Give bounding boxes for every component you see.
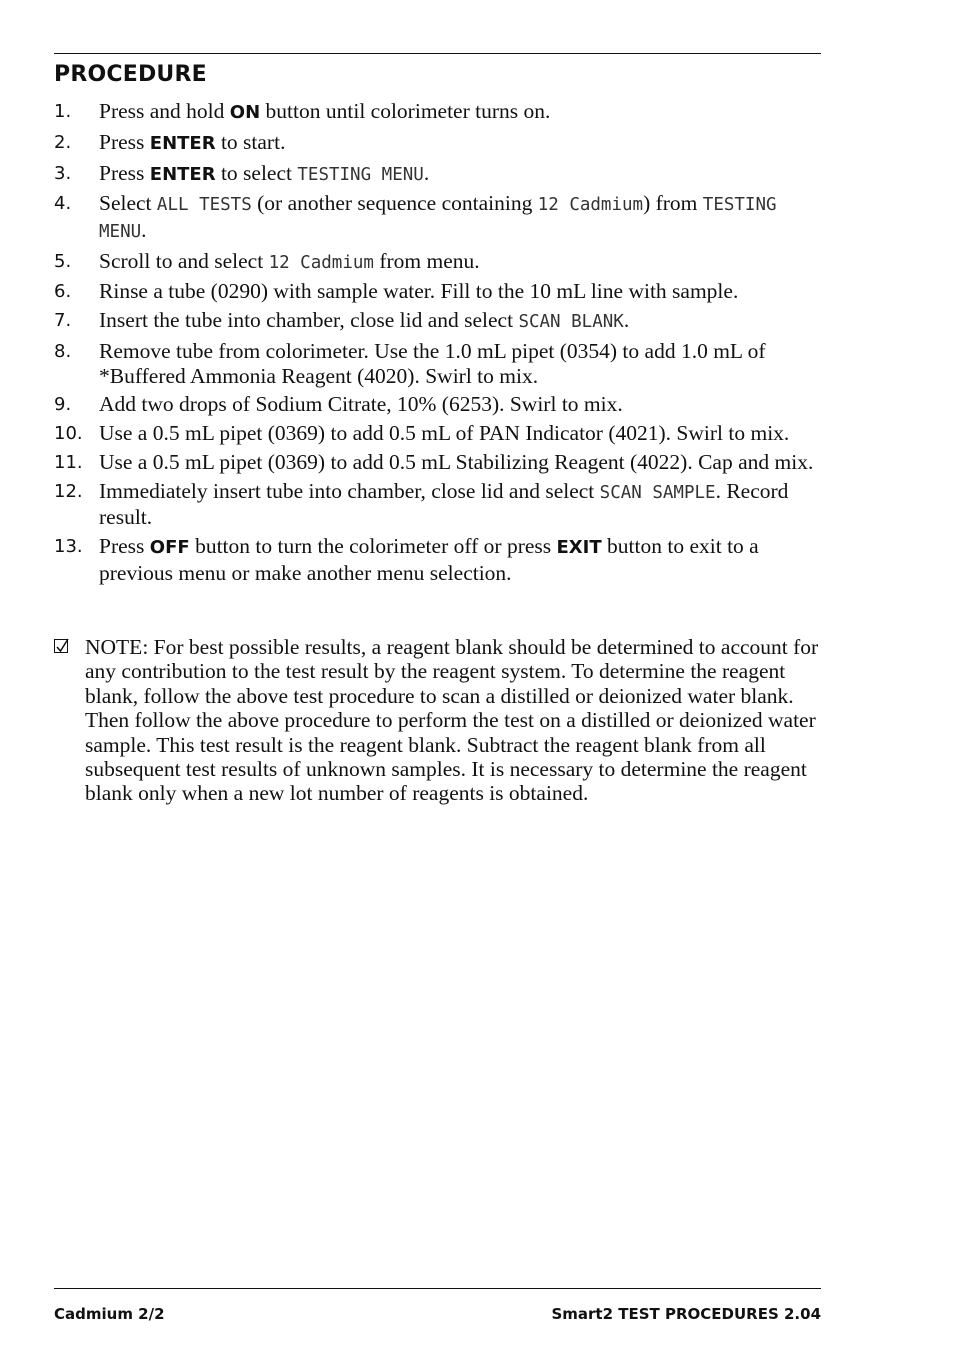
step-number: 12. — [54, 480, 83, 502]
checkbox-icon — [54, 639, 68, 653]
display-text: SCAN SAMPLE — [599, 482, 716, 503]
button-name: ENTER — [149, 163, 216, 185]
step-text: . — [141, 217, 147, 242]
section-heading: PROCEDURE — [54, 62, 207, 87]
procedure-step — [54, 479, 821, 530]
step-text: (or another sequence containing — [251, 191, 538, 216]
procedure-step — [54, 279, 821, 304]
step-number: 6. — [54, 281, 72, 303]
procedure-step — [54, 450, 821, 475]
step-number: 13. — [54, 536, 83, 558]
step-text: button to exit to a previous menu or make another menu selection. — [99, 534, 759, 585]
step-text: Use a 0.5 mL pipet (0369) to add 0.5 mL Stabilizing Reagent (4022). Cap and mix. — [99, 449, 814, 474]
top-rule — [54, 53, 821, 54]
step-number: 8. — [54, 341, 72, 363]
button-name: ON — [229, 102, 261, 123]
step-text: Rinse a tube (0290) with sample water. Fill to the 10 mL line with sample. — [99, 279, 739, 304]
step-text: to start. — [215, 129, 286, 154]
document-page — [54, 0, 821, 1352]
display-text: 12 Cadmium — [268, 252, 374, 273]
step-text: Select — [99, 191, 157, 216]
procedure-step — [54, 534, 821, 585]
display-text: TESTING MENU — [297, 164, 424, 185]
step-number: 1. — [54, 101, 72, 122]
step-text: . Record result. — [99, 478, 789, 530]
step-number: 7. — [54, 310, 72, 332]
step-number: 2. — [54, 131, 72, 153]
display-text: TESTING MENU — [99, 195, 777, 242]
footer-manual-title: Smart2 TEST PROCEDURES 2.04 — [551, 1305, 821, 1323]
step-number: 4. — [54, 193, 72, 215]
procedure-step — [54, 308, 821, 335]
step-text: button until colorimeter turns on. — [260, 99, 551, 123]
procedure-steps — [54, 99, 821, 589]
footer-page-label: Cadmium 2/2 — [54, 1305, 165, 1323]
procedure-step — [54, 249, 821, 276]
note-block — [54, 635, 821, 806]
procedure-step — [54, 130, 821, 157]
note-text: NOTE: For best possible results, a reagent blank should be determined to account for any contribution to the test result by the reagent system. To determine the reagent blank, follow the above test procedure to scan a distilled or deionized water blank. Then follow the above procedure to perform the test on a distilled or deionized water sample. This test result is the reagent blank. Subtract the reagent blank from all subsequent test results of unknown samples. It is necessary to determine the reagent blank only when a new lot number of reagents is obtained. — [85, 635, 819, 806]
step-text: Add two drops of Sodium Citrate, 10% (6253). Swirl to mix. — [99, 392, 623, 417]
procedure-step — [54, 161, 821, 188]
display-text: SCAN BLANK — [518, 312, 624, 333]
display-text: ALL TESTS — [156, 195, 252, 216]
step-text: Press — [99, 534, 150, 559]
step-number: 3. — [54, 162, 72, 184]
procedure-step — [54, 99, 821, 126]
step-text: Remove tube from colorimeter. Use the 1.0 mL pipet (0354) to add 1.0 mL of *Buffered Ammonia Reagent (4020). Swirl to mix. — [99, 339, 766, 388]
bottom-rule — [54, 1288, 821, 1289]
step-number: 9. — [54, 394, 72, 416]
step-text: ) from — [643, 191, 703, 216]
procedure-step — [54, 191, 821, 244]
button-name: EXIT — [556, 537, 602, 559]
step-text: Press — [99, 129, 150, 154]
step-text: Insert the tube into chamber, close lid and select — [99, 308, 519, 333]
step-text: button to turn the colorimeter off or press — [189, 534, 557, 559]
step-text: . — [623, 308, 630, 333]
step-text: Scroll to and select — [99, 248, 269, 273]
step-text: from menu. — [373, 248, 480, 273]
button-name: OFF — [149, 537, 190, 559]
step-number: 10. — [54, 423, 83, 445]
step-number: 11. — [54, 451, 83, 473]
display-text: 12 Cadmium — [537, 195, 644, 216]
step-text: Press and hold — [99, 99, 230, 123]
button-name: ENTER — [149, 132, 216, 154]
step-text: to select — [215, 160, 298, 185]
step-text: Immediately insert tube into chamber, close lid and select — [99, 478, 600, 503]
procedure-step — [54, 339, 821, 388]
step-text: . — [423, 160, 430, 185]
step-text: Press — [99, 160, 150, 185]
procedure-step — [54, 421, 821, 446]
step-number: 5. — [54, 250, 72, 272]
step-text: Use a 0.5 mL pipet (0369) to add 0.5 mL of PAN Indicator (4021). Swirl to mix. — [99, 421, 790, 446]
procedure-step — [54, 392, 821, 417]
